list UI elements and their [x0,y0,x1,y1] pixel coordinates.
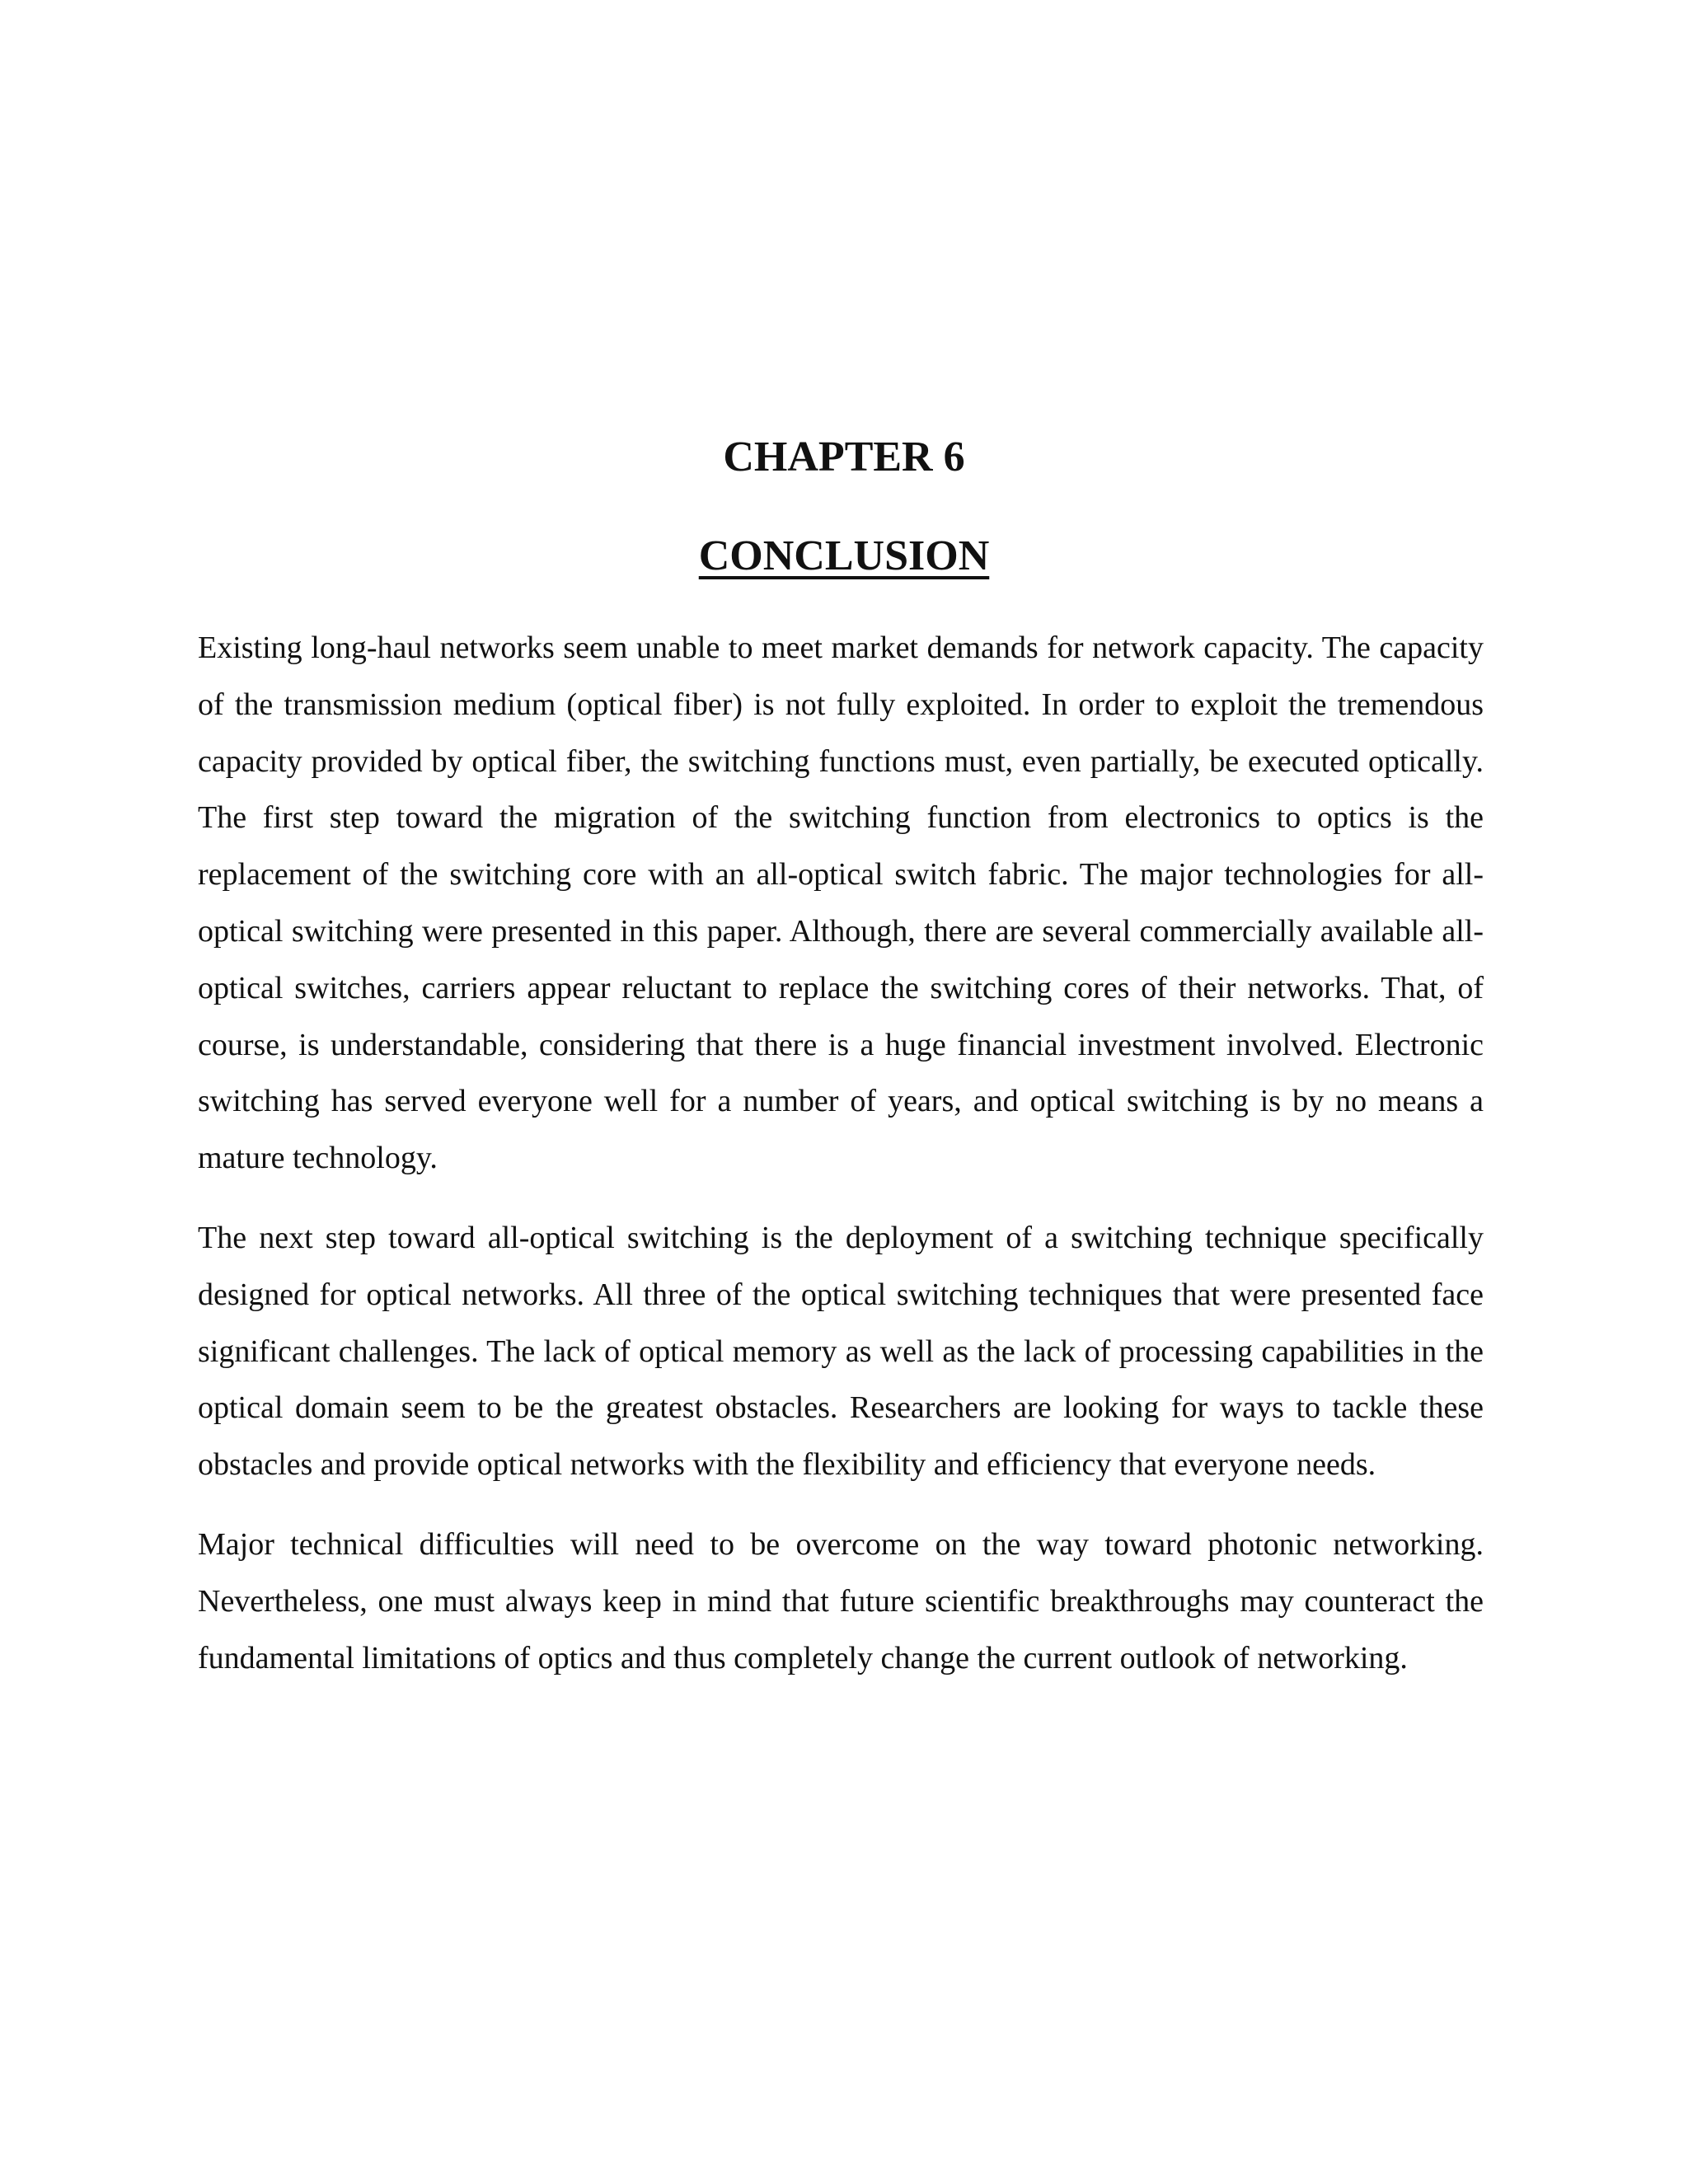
paragraph-2: The next step toward all-optical switching is the deployment of a switching technique specifically designed for optical networks. All three of the optical switching techniques that were presented face significant challenges. The lack of optical memory as well as the lack of processing capabilities in the optical domain seem to be the greatest obstacles. Researchers are looking for ways to tackle these obstacles and provide optical networks with the flexibility and efficiency that everyone needs. [198,1220,1484,1483]
chapter-title: CONCLUSION [698,532,990,579]
paragraph-1: Existing long-haul networks seem unable to meet market demands for network capacity. The capacity of the transmission medium (optical fiber) is not fully exploited. In order to exploit the tremendous capacity provided by optical fiber, the switching functions must, even partially, be executed optically. The first step toward the migration of the switching function from electronics to optics is the replacement of the switching core with an all-optical switch fabric. The major technologies for all-optical switching were presented in this paper. Although, there are several commercially available all-optical switches, carriers appear reluctant to replace the switching cores of their networks. That, of course, is understandable, considering that there is a huge financial investment involved. Electronic switching has served everyone well for a number of years, and optical switching is by no means a mature technology. [198,630,1484,1176]
body-text [198,620,1484,1709]
paragraph-3: Major technical difficulties will need to be overcome on the way toward photonic networking. Nevertheless, one must always keep in mind that future scientific breakthroughs may counteract the fundamental limitations of optics and thus completely change the current outlook of networking. [198,1526,1484,1675]
chapter-label: CHAPTER 6 [723,434,965,480]
